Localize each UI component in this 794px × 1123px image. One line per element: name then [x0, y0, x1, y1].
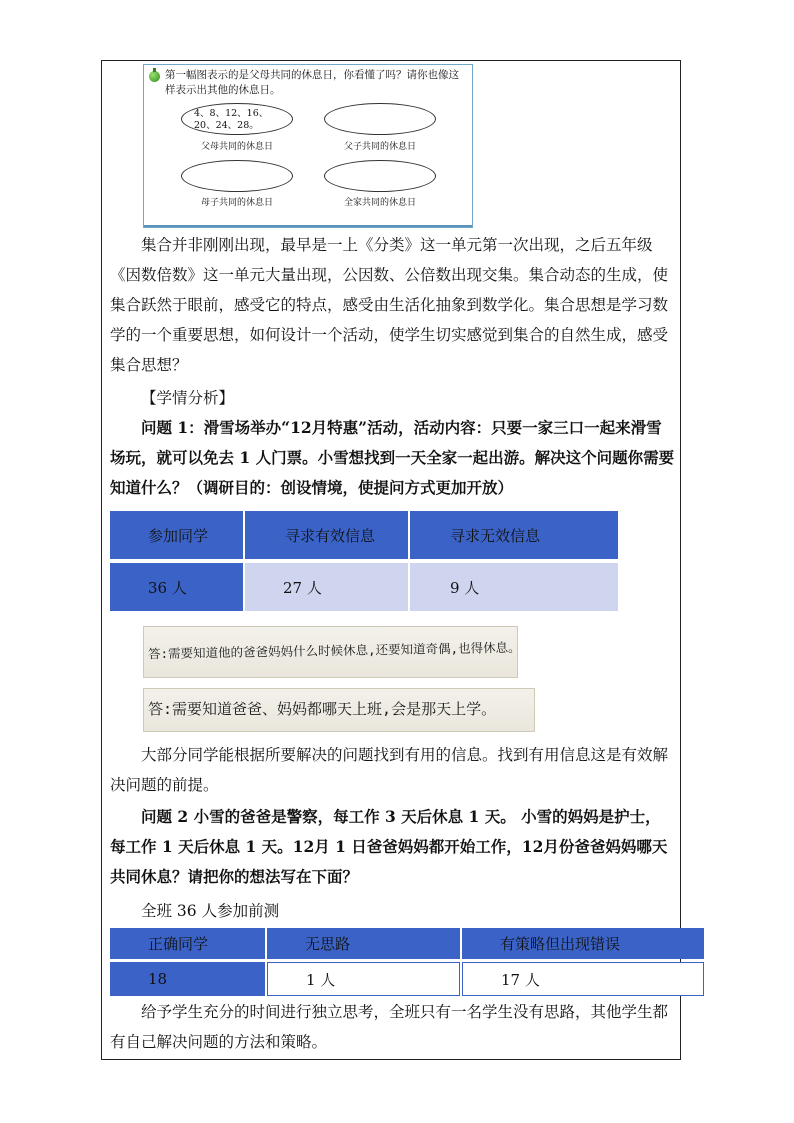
figure-question: 第一幅图表示的是父母共同的休息日，你看懂了吗？请你也像这样表示出其他的休息日。: [165, 69, 459, 96]
handwriting-sample-1: [143, 626, 521, 678]
handwriting-text-2: 答:需要知道爸爸、妈妈都哪天上班,会是那天上学。: [148, 700, 497, 718]
table1-cell-valid: 27 人: [245, 563, 408, 611]
problem-2: 问题 2 小雪的爸爸是警察，每工作 3 天后休息 1 天。 小雪的妈妈是护士，每工作 1 天后休息 1 天。12月 1 日爸爸妈妈都开始工作，12月份爸爸妈妈哪天共同休息？请把你的想法写在下面？: [110, 807, 668, 886]
table2-cell-correct: 18: [110, 962, 265, 996]
handwriting-sample-2: [143, 688, 535, 732]
paragraph-analysis-2: 给予学生充分的时间进行独立思考，全班只有一名学生没有思路，其他学生都有自己解决问题的方法和策略。: [110, 1003, 669, 1051]
set-values-parents: 4、8、12、16、 20、24、28。: [194, 108, 269, 131]
set-ellipse-father-child: [324, 103, 436, 135]
table2-header-no-idea: 无思路: [267, 928, 460, 959]
class-note: 全班 36 人参加前测: [141, 902, 280, 920]
rest-day-figure: [143, 64, 473, 228]
handwriting-text-1: 答:需要知道他的爸爸妈妈什么时候休息,还要知道奇偶,也得休息。: [147, 639, 521, 662]
caption-father-child: 父子共同的休息日: [343, 142, 416, 152]
paragraph-analysis-1: 大部分同学能根据所要解决的问题找到有用的信息。找到有用信息这是有效解决问题的前提。: [110, 746, 669, 794]
set-ellipse-mother-child: [181, 160, 293, 192]
lightbulb-icon: [149, 71, 160, 82]
caption-parents: 父母共同的休息日: [200, 142, 273, 152]
table2-header-correct: 正确同学: [110, 928, 265, 959]
table1-cell-participants: 36 人: [110, 563, 243, 611]
table2-cell-no-idea: 1 人: [267, 962, 460, 996]
paragraph-set-concept: 集合并非刚刚出现，最早是一上《分类》这一单元第一次出现，之后五年级《因数倍数》这一单元大量出现，公因数、公倍数出现交集。集合动态的生成，使集合跃然于眼前，感受它的特点，感受由生活化抽象到数学化。集合思想是学习数学的一个重要思想，如何设计一个活动，使学生切实感觉到集合的自然生成，感受集合思想？: [110, 236, 669, 374]
problem-1: 问题 1：滑雪场举办“12月特惠”活动，活动内容：只要一家三口一起来滑雪场玩，就可以免去 1 人门票。小雪想找到一天全家一起出游。解决这个问题你需要知道什么？（调研目的：创设情境，使提问方式更加开放）: [110, 418, 675, 497]
table1-header-valid: 寻求有效信息: [245, 511, 408, 559]
table1-header-participants: 参加同学: [110, 511, 243, 559]
table2-cell-strategy-error: 17 人: [462, 962, 704, 996]
table2-header-strategy-error: 有策略但出现错误: [462, 928, 704, 959]
caption-mother-child: 母子共同的休息日: [200, 198, 273, 208]
section-heading: 【学情分析】: [141, 389, 235, 407]
table1-cell-invalid: 9 人: [410, 563, 618, 611]
caption-family: 全家共同的休息日: [343, 198, 416, 208]
table1-header-invalid: 寻求无效信息: [410, 511, 618, 559]
set-ellipse-family: [324, 160, 436, 192]
